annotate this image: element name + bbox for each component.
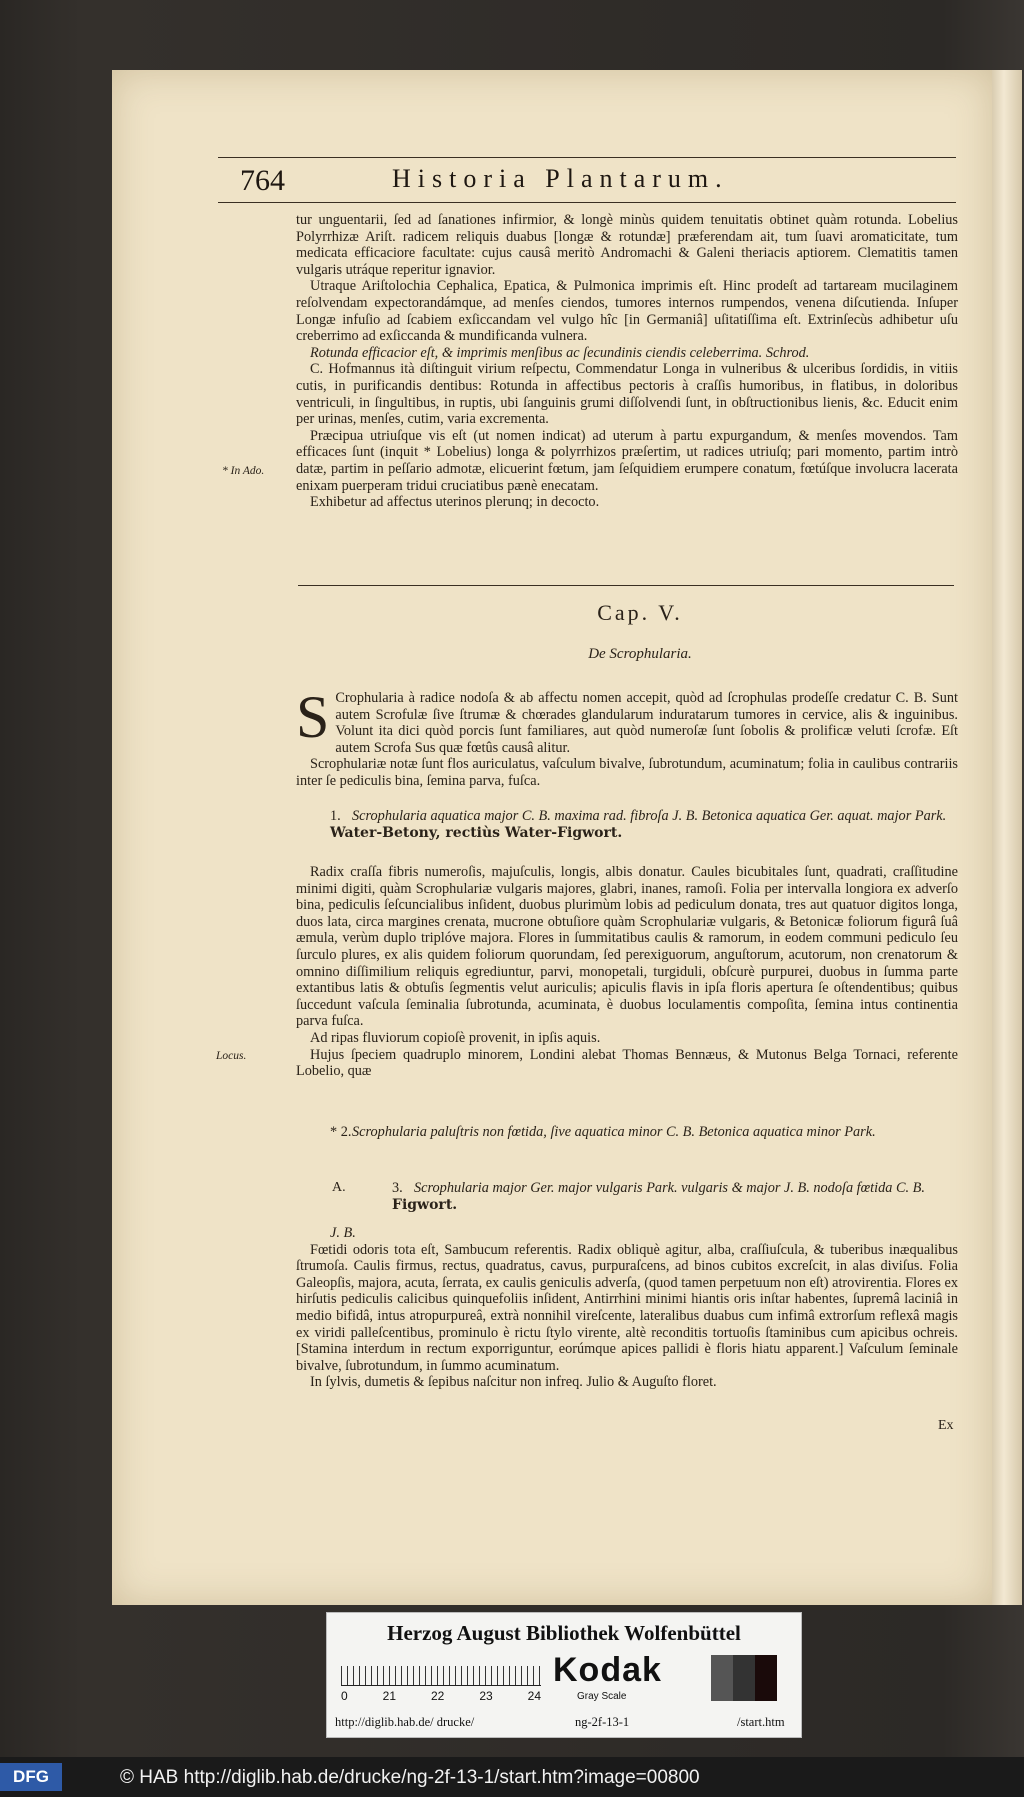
chapter-rule xyxy=(298,585,954,586)
paragraph: Præcipua utriuſque vis eſt (ut nomen indicat) ad uterum à partu expurgandum, & menſes movendos. Tam efficaces ſunt (inquit * Lobelius) longa & polyrrhizos præſertim, ut radices utriuſq; pari momento, partim intrò datæ, partim in peſſario admotæ, elicuerint fœtum, jam ſeſquidiem erumpere conatum, fœtúſque involucra lacerata enixam puerperam tridui cruciatibus pænè enecatam. xyxy=(296,427,958,494)
species-entry-1 xyxy=(330,808,958,842)
species-entry-2 xyxy=(330,1124,958,1141)
locus-paragraph: Ad ripas fluviorum copioſè provenit, in ipſis aquis. xyxy=(310,1029,601,1046)
notae-paragraph: Scrophulariæ notæ ſunt flos auriculatus, vaſculum bivalve, ſubrotundum, acuminatum; folia in caulibus contrariis inter ſe pediculis bina, ſemina parva, fuſca. xyxy=(296,756,958,789)
entry-vernacular: Water-Betony, rectiùs Water-Figwort. xyxy=(330,825,623,841)
gray-swatch xyxy=(711,1655,733,1701)
url-left: http://diglib.hab.de/ drucke/ xyxy=(335,1715,475,1729)
entry-number: * 2. xyxy=(330,1124,352,1140)
entry-name: Scrophularia major Ger. major vulgaris Park. vulgaris & major J. B. nodoſa fœtida C. B. xyxy=(414,1180,925,1196)
ruler xyxy=(341,1653,541,1686)
tick-label: 24 xyxy=(527,1689,541,1703)
dfg-logo: DFG xyxy=(0,1763,62,1791)
top-text-block xyxy=(296,212,958,511)
habitat-paragraph: In ſylvis, dumetis & ſepibus naſcitur non infreq. Julio & Auguſto floret. xyxy=(310,1374,717,1391)
entry-name: Scrophularia aquatica major C. B. maxima rad. fibroſa J. B. Betonica aquatica Ger. aquat. major Park. xyxy=(352,808,947,824)
entry-vernacular: Figwort. xyxy=(392,1197,458,1213)
chapter-heading: Cap. V. xyxy=(597,600,683,625)
gray-swatch xyxy=(755,1655,777,1701)
description-paragraph: Radix craſſa fibris numeroſis, majuſculis, longis, albis donatur. Caules bicubitales ſunt, quadrati, craſſitudine minimi digiti, quàm Scrophulariæ vulgaris majores, glabri, inanes, ramoſi. Folia per intervalla longiora ex adverſo bina, pediculis ſeſcuncialibus inſident, duobus plurimùm lobis ad pediculum donata, tres aut quatuor digitos longa, duos lata, circa margines crenata, mucrone obtuſiore quàm Scrophulariæ vulgaris, & Betonicæ foliorum figurâ ſuâ æmula, verùm duplo triplóve majora. Flores in ſummitatibus caulis & ramorum, in eodem communi pediculo ſeu ſurculo plures, ex alis quidem foliorum quorundam, ſed perexiguorum, anguſtorum, acutorum, non crenatorum & omnino diſſimilium reliquis egrediuntur, parvi, monopetali, turgiduli, obſcurè purpurei, duobus in ſumma parte extantibus latis & obtuſis ſegmentis velut auriculis; apiculis flavis in ipſa floris apertura ſe oſtendentibus; quibus ſuccedunt vaſcula ſeminalia ſubrotunda, acuminata, è duobus loculamentis compoſita, ſemina intus continentia parva fuſca. xyxy=(296,864,958,1030)
paragraph: Rotunda efficacior eſt, & imprimis menſibus ac ſecundinis ciendis celeberrima. Schrod. xyxy=(310,344,810,361)
page-edge xyxy=(992,70,1022,1605)
url-mid: ng-2f-13-1 xyxy=(575,1715,630,1729)
margin-locus: Locus. xyxy=(216,1050,247,1062)
source-label: J. B. xyxy=(330,1225,356,1241)
library-name: Herzog August Bibliothek Wolfenbüttel xyxy=(387,1621,741,1645)
gray-scale-label: Gray Scale xyxy=(577,1691,627,1702)
hujus-paragraph: Hujus ſpeciem quadruplo minorem, Londini alebat Thomas Bennæus, & Mutonus Belga Tornaci, referente Lobelio, quæ xyxy=(296,1046,958,1080)
tick-label: 21 xyxy=(382,1689,397,1703)
entry-marker: A. xyxy=(332,1180,346,1195)
entry1-description xyxy=(296,864,958,1080)
paragraph: Utraque Ariſtolochia Cephalica, Epatica, & Pulmonica imprimis eſt. Hinc prodeſt ad tartaream mucilaginem reſolvendam expectorandámque, ad menſes ciendos, tumores internos rumpendos, venena diſcutienda. Inſuper Longæ infuſio ad ſcabiem exſiccandam vel vulgo hîc [in Germaniâ] uſitatiſſima eſt. Extrinſecùs adhibetur uſu creberrimo ad exſiccanda & mundificanda vulnera. xyxy=(296,278,958,345)
paragraph: tur unguentarii, ſed ad ſanationes infirmior, & longè minùs quidem tenuitatis obtinet quàm rotunda. Lobelius Polyrrhizæ Ariſt. radicem reliquis duabus [longæ & rotundæ] præferendam ait, tum ſuavi aromaticitate, tum medicata efficaciore facultate: cujus causâ meritò Andromachi & Galeni theriacis aptiorem. Clematitis tamen vulgaris utráque reperitur ignavior. xyxy=(296,212,958,278)
entry-number: 3. xyxy=(392,1180,403,1196)
tick-label: 22 xyxy=(430,1689,445,1703)
ruler-ticks xyxy=(341,1689,541,1703)
page-number: 764 xyxy=(240,164,285,197)
drop-cap: S xyxy=(296,684,330,750)
color-calibration-strip xyxy=(326,1612,802,1738)
chapter-title: De Scrophularia. xyxy=(588,646,692,662)
tick-label: 23 xyxy=(479,1689,493,1703)
url-right: /start.htm xyxy=(737,1715,785,1729)
gray-swatch xyxy=(733,1655,755,1701)
entry-number: 1. xyxy=(330,808,341,824)
header-rule-bottom xyxy=(218,202,956,203)
url-row xyxy=(335,1713,793,1731)
species-entry-3 xyxy=(392,1180,958,1214)
intro-block xyxy=(296,684,958,790)
description-paragraph: Fœtidi odoris tota eſt, Sambucum referentis. Radix obliquè agitur, alba, craſſiuſcula, & tuberibus inæqualibus ſtrumoſa. Caulis firmus, rectus, quadratus, cavus, purpuraſcens, ad binos cubitos excreſcit, in alas diviſus. Folia Galeopſis, majora, acuta, ſerrata, ex caulis geniculis adverſa, (quod tamen perpetuum non eſt) atrovirentia. Flores ex hirſutis pediculis calicibus quinquefoliis inſident, Antirrhini minimi hiantis oris inſtar habentes, ſupremâ laciniâ in medio bifidâ, intus atropurpureâ, extrà nonnihil vireſcente, lateralibus duabus cum infimâ extrorſum reflexâ magis ex viridi palleſcentibus, prominulo è rictu ſtylo virente, altè reconditis tortuoſis ſtaminibus cum apicibus ochreis. [Stamina interdum in rectum exporriguntur, eorúmque apices pallidi è floris hiatu apparent.] Vaſculum ſeminale bivalve, ſubrotundum, in ſummo acuminatum. xyxy=(296,1241,958,1374)
kodak-logo: Kodak xyxy=(553,1651,662,1689)
entry3-description xyxy=(296,1225,958,1391)
intro-paragraph: Crophularia à radice nodoſa & ab affectu nomen accepit, quòd ad ſcrophulas prodeſſe credatur C. B. Sunt autem Scrofulæ ſive ſtrumæ & chœrades glandularum induratarum tumores in cervice, alis & inguinibus. Volunt ita dici quòd porcis ſunt familiares, aut quòd numeroſæ ſunt ſobolis & prolificæ veluti ſcrofæ. Eſt autem Scrofa Sus quæ fœtûs causâ alitur. xyxy=(335,690,958,756)
margin-note: * In Ado. xyxy=(222,465,265,477)
header-rule-top xyxy=(218,157,956,158)
copyright-link[interactable]: © HAB http://diglib.hab.de/drucke/ng-2f-13-1/start.htm?image=00800 xyxy=(120,1767,700,1788)
tick-label: 0 xyxy=(341,1689,348,1703)
paragraph: Exhibetur ad affectus uterinos plerunq; in decocto. xyxy=(310,494,600,511)
catchword: Ex xyxy=(938,1418,954,1433)
running-head: Historia Plantarum. xyxy=(392,164,729,193)
paragraph: C. Hofmannus ità diſtinguit virium reſpectu, Commendatur Longa in vulneribus & ulceribus ſordidis, in vitiis cutis, in purificandis dentibus: Rotunda in affectibus pectoris à craſſis humoribus, in flatibus, in doloribus ventriculi, in ſingultibus, in ruptis, ubi ſanguinis grumi diſſolvendi ſunt, in obſtructionibus lienis, &c. Educit enim per urinas, menſes, cutim, varia excrementa. xyxy=(296,361,958,428)
entry-name: Scrophularia paluſtris non fœtida, ſive aquatica minor C. B. Betonica aquatica minor Park. xyxy=(352,1124,876,1140)
